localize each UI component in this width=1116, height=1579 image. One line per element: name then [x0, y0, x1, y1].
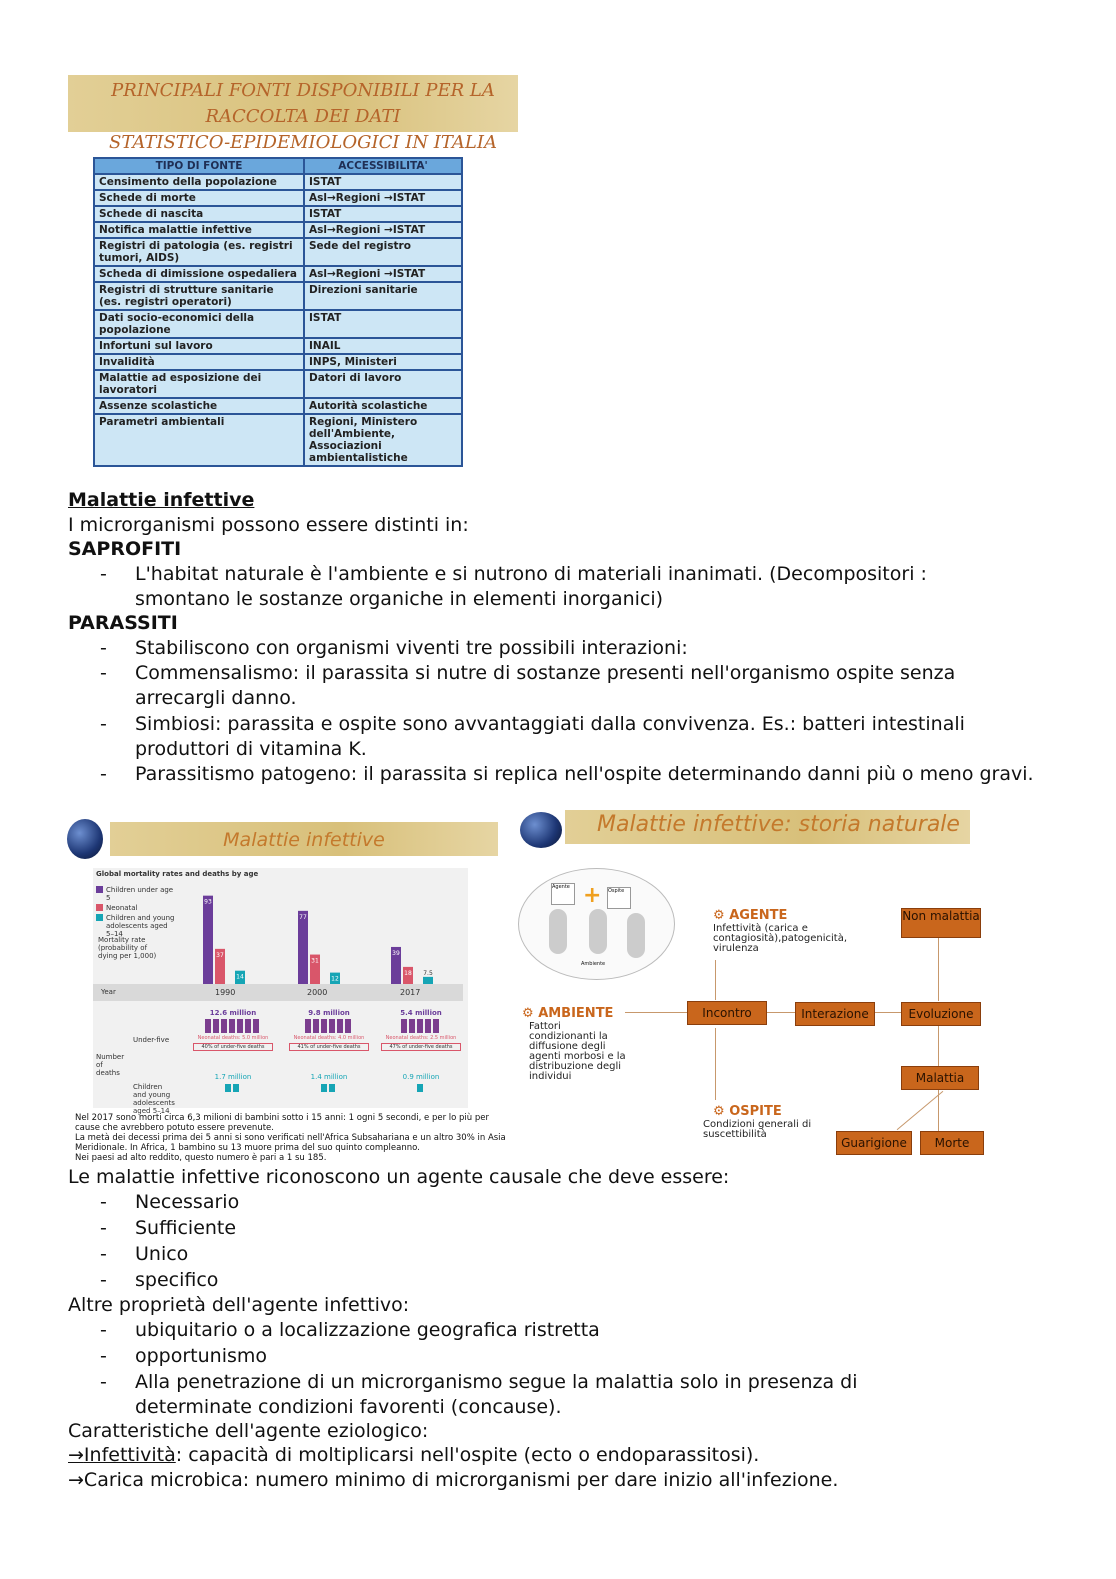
table-cell: ISTAT [304, 174, 462, 190]
connector [938, 938, 939, 1001]
list-item: - Unico [100, 1243, 189, 1265]
table-cell: Direzioni sanitarie [304, 282, 462, 310]
carica-text: Carica microbica: numero minimo di microrganismi per dare inizio all'infezione. [83, 1469, 839, 1491]
table-cell: Censimento della popolazione [94, 174, 304, 190]
guarigione-box: Guarigione [836, 1131, 912, 1155]
death-squares [305, 1019, 353, 1033]
agente-desc: Infettività (carica e contagiosità),patogenicità, virulenza [713, 923, 847, 954]
bar-value-label: 14 [236, 973, 244, 981]
infettivita-line: →Infettività: capacità di moltiplicarsi nell'ospite (ecto o endoparassitosi). [68, 1444, 760, 1466]
caption-line: Nei paesi ad alto reddito, questo numero è pari a 1 su 185. [75, 1153, 327, 1163]
bar-value-label: 37 [216, 951, 224, 959]
sources-table [93, 157, 463, 467]
ambiente-desc: Fattori condizionanti la diffusione degli agenti morbosi e la distribuzione degli individui [529, 1021, 626, 1082]
table-cell: Invalidità [94, 354, 304, 370]
connector [715, 1028, 716, 1100]
connector [625, 1012, 687, 1013]
list-item: - specifico [100, 1269, 219, 1291]
bar-value-label: 77 [299, 913, 307, 921]
table-row [94, 222, 462, 238]
older-deaths: 1.4 million [310, 1073, 348, 1081]
bar [423, 977, 433, 984]
x-tick: 1990 [215, 988, 236, 997]
caption-line: La metà dei decessi prima dei 5 anni si sono verificati nell'Africa Subsahariana e un altro 30% in Asia Meridionale. In Africa, 1 bambino su 13 muore prima del suo quinto compleanno. [75, 1133, 506, 1153]
section2-intro: Le malattie infettive riconoscono un agente causale che deve essere: [68, 1166, 730, 1188]
table-cell: Sede del registro [304, 238, 462, 266]
infettivita-def: : capacità di moltiplicarsi nell'ospite (ecto o endoparassitosi). [175, 1444, 760, 1466]
table-cell: ISTAT [304, 310, 462, 338]
globe-icon [520, 812, 562, 848]
list-item: - Sufficiente [100, 1217, 237, 1239]
slide-title: Malattie infettive [223, 829, 385, 851]
table-cell: Datori di lavoro [304, 370, 462, 398]
older-squares [417, 1084, 425, 1092]
table-cell: Regioni, Ministero dell'Ambiente, Associazioni ambientalistiche [304, 414, 462, 466]
neonatal-deaths: Neonatal deaths: 2.5 million [385, 1035, 457, 1041]
table-row [94, 266, 462, 282]
person-icon [589, 909, 607, 954]
bar-value-label: 7.5 [423, 969, 433, 977]
x-axis-label: Year [101, 988, 116, 996]
illustration-people [518, 868, 675, 980]
table-cell: Asl→Regioni →ISTAT [304, 190, 462, 206]
list-item: - opportunismo [100, 1345, 268, 1367]
under5-deaths: 5.4 million [400, 1009, 442, 1017]
evoluzione-box: Evoluzione [901, 1002, 981, 1026]
caption-line: Nel 2017 sono morti circa 6,3 milioni di bambini sotto i 15 anni: 1 ogni 5 secondi, e per lo più per cause che avrebbero potuto essere prevenute. [75, 1113, 490, 1133]
table-cell: Registri di strutture sanitarie (es. registri operatori) [94, 282, 304, 310]
connector [897, 1091, 944, 1130]
neonatal-deaths: Neonatal deaths: 4.0 million [293, 1035, 365, 1041]
bar-value-label: 18 [404, 969, 412, 977]
neonatal-deaths: Neonatal deaths: 5.0 million [197, 1035, 269, 1041]
table-cell: Asl→Regioni →ISTAT [304, 222, 462, 238]
connector [938, 1024, 939, 1066]
x-tick: 2000 [307, 988, 328, 997]
legend-label: Children and young adolescents aged 5–14 [106, 914, 175, 938]
col-header: ACCESSIBILITA' [304, 158, 462, 174]
neonatal-share: 40% of under-five deaths [193, 1043, 273, 1051]
chart-title: Global mortality rates and deaths by age [96, 870, 259, 878]
legend-label: Neonatal [106, 904, 138, 912]
under5-deaths: 12.6 million [209, 1009, 257, 1017]
col-header: TIPO DI FONTE [94, 158, 304, 174]
x-tick: 2017 [400, 988, 421, 997]
bar-value-label: 93 [204, 898, 212, 906]
sources-table-wrap [93, 157, 463, 467]
bar-value-label: 12 [331, 975, 339, 983]
table-cell: Autorità scolastiche [304, 398, 462, 414]
table-cell: INAIL [304, 338, 462, 354]
table-cell: Assenze scolastiche [94, 398, 304, 414]
table-cell: Asl→Regioni →ISTAT [304, 266, 462, 282]
title-line: RACCOLTA DEI DATI [205, 106, 401, 127]
table-cell: INPS, Ministeri [304, 354, 462, 370]
table-cell: ISTAT [304, 206, 462, 222]
deaths-column [289, 1009, 369, 1095]
table-cell: Schede di nascita [94, 206, 304, 222]
under5-deaths: 9.8 million [308, 1009, 350, 1017]
sign-label: Agente [551, 883, 575, 905]
person-icon [627, 913, 645, 958]
neonatal-share: 47% of under-five deaths [381, 1043, 461, 1051]
table-cell: Infortuni sul lavoro [94, 338, 304, 354]
bar [298, 911, 308, 984]
deaths-column [381, 1009, 461, 1095]
bar [203, 896, 213, 984]
older-deaths: 1.7 million [214, 1073, 252, 1081]
ambient-label: Ambiente [581, 961, 606, 967]
infettivita-term: Infettività [83, 1444, 176, 1466]
deaths-label: Number of deaths [96, 1053, 125, 1077]
legend-label: Children under age 5 [106, 886, 174, 902]
table-cell: Malattie ad esposizione dei lavoratori [94, 370, 304, 398]
table-row [94, 414, 462, 466]
death-squares [401, 1019, 441, 1033]
mortality-infographic [93, 868, 468, 1115]
table-cell: Dati socio-economici della popolazione [94, 310, 304, 338]
connector [873, 1012, 901, 1013]
table-cell: Notifica malattie infettive [94, 222, 304, 238]
parassiti-heading: PARASSITI [68, 612, 178, 634]
morte-box: Morte [920, 1131, 984, 1155]
list-item: - Necessario [100, 1191, 240, 1213]
altre-heading: Altre proprietà dell'agente infettivo: [68, 1294, 410, 1316]
person-icon [549, 909, 567, 954]
year-axis [93, 984, 463, 1001]
ospite-heading: ⚙ OSPITE [713, 1104, 782, 1119]
title-line: STATISTICO-EPIDEMIOLOGICI IN ITALIA [108, 132, 497, 153]
non-malattia-box: Non malattia [901, 908, 981, 938]
table-cell: Registri di patologia (es. registri tumori, AIDS) [94, 238, 304, 266]
older-deaths: 0.9 million [402, 1073, 440, 1081]
ambiente-heading: ⚙ AMBIENTE [522, 1006, 614, 1021]
saprofiti-heading: SAPROFITI [68, 538, 182, 560]
incontro-box: Incontro [687, 1001, 767, 1025]
list-item: - Commensalismo: il parassita si nutre di sostanze presenti nell'organismo ospite senza arrecargli danno. [100, 662, 956, 709]
title-line: PRINCIPALI FONTI DISPONIBILI PER LA [111, 80, 495, 101]
slide-title: Malattie infettive: storia naturale [597, 812, 960, 837]
malattia-box: Malattia [901, 1066, 979, 1090]
carica-line: →Carica microbica: numero minimo di microrganismi per dare inizio all'infezione. [68, 1469, 839, 1491]
bar-chart [93, 868, 468, 998]
agente-heading: ⚙ AGENTE [713, 908, 788, 923]
y-axis-label: Mortality rate (probability of dying per 1,000) [98, 936, 157, 960]
table-row [94, 238, 462, 266]
table-cell: Scheda di dimissione ospedaliera [94, 266, 304, 282]
death-squares [205, 1019, 261, 1033]
slide-caption [75, 1113, 510, 1163]
older-squares [225, 1084, 241, 1092]
connector [767, 1012, 795, 1013]
neonatal-share: 41% of under-five deaths [289, 1043, 369, 1051]
list-item: - Stabiliscono con organismi viventi tre possibili interazioni: [100, 637, 688, 659]
sign-label: Ospite [607, 887, 631, 909]
bar-value-label: 31 [311, 957, 319, 965]
table-row [94, 398, 462, 414]
table-row [94, 370, 462, 398]
table-row [94, 282, 462, 310]
table-row [94, 338, 462, 354]
table-cell: Schede di morte [94, 190, 304, 206]
deaths-column [193, 1009, 273, 1095]
older-squares [321, 1084, 337, 1092]
list-item: - L'habitat naturale è l'ambiente e si nutrono di materiali inanimati. (Decompositori : smontano le sostanze organiche in elementi inorganici) [100, 563, 927, 610]
list-item: - Alla penetrazione di un microrganismo segue la malattia solo in presenza di determinate condizioni favorenti (concause). [100, 1371, 858, 1418]
table-cell: Parametri ambientali [94, 414, 304, 466]
under5-label: Under-five [133, 1036, 170, 1044]
bar-value-label: 39 [392, 949, 400, 957]
section-heading: Malattie infettive [68, 489, 255, 511]
globe-icon [67, 819, 103, 859]
table-row [94, 174, 462, 190]
connector [715, 960, 716, 1000]
list-item: - ubiquitario o a localizzazione geografica ristretta [100, 1319, 600, 1341]
plus-icon: + [583, 883, 602, 908]
list-item: - Parassitismo patogeno: il parassita si replica nell'ospite determinando danni più o meno gravi. [100, 763, 1034, 785]
list-item: - Simbiosi: parassita e ospite sono avvantaggiati dalla convivenza. Es.: batteri intestinali produttori di vitamina K. [100, 713, 965, 760]
table-row [94, 190, 462, 206]
table-row [94, 354, 462, 370]
table-row [94, 206, 462, 222]
caratteristiche-heading: Caratteristiche dell'agente eziologico: [68, 1420, 429, 1442]
table-row [94, 310, 462, 338]
ospite-desc: Condizioni generali di suscettibilità [703, 1119, 812, 1140]
sources-title [68, 78, 538, 156]
older-label: Children and young adolescents aged 5–14 [133, 1083, 175, 1115]
interazione-box: Interazione [795, 1002, 875, 1026]
intro-text: I microrganismi possono essere distinti in: [68, 514, 469, 536]
